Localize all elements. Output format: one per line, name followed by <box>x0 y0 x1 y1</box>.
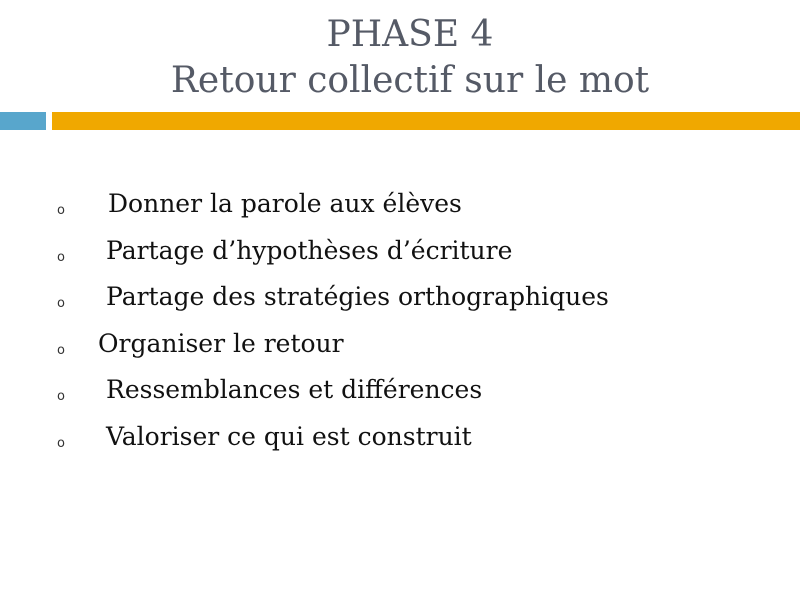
bullet-text: Partage des stratégies orthographiques <box>106 282 609 311</box>
bullet-icon: o <box>57 342 65 358</box>
title-line-1: PHASE 4 <box>326 14 494 55</box>
title-line-2: Retour collectif sur le mot <box>170 60 650 101</box>
bullet-text: Partage d’hypothèses d’écriture <box>106 235 513 265</box>
bullet-text: Donner la parole aux élèves <box>108 189 462 218</box>
bullet-icon: o <box>57 296 65 311</box>
bullet-text: Ressemblances et différences <box>106 375 483 404</box>
bullet-text: Organiser le retour <box>98 328 344 358</box>
title-accent-bar <box>0 112 46 130</box>
bullet-icon: o <box>57 249 65 265</box>
bullet-icon: o <box>57 389 65 404</box>
bullet-icon: o <box>57 435 65 451</box>
title-underline-bar <box>52 112 800 130</box>
slide-title <box>0 12 800 104</box>
bullet-icon: o <box>57 203 65 218</box>
bullet-text: Valoriser ce qui est construit <box>106 421 472 451</box>
